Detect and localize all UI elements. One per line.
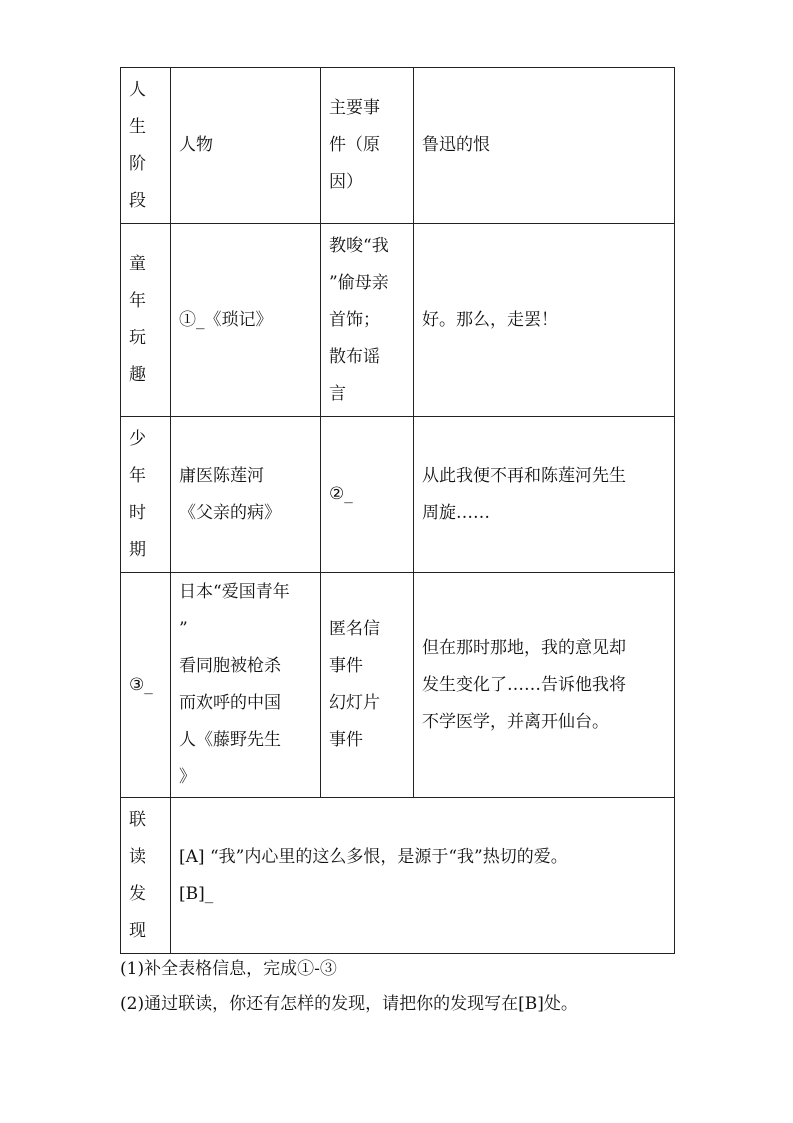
row3-event-cell: 匿名信 事件 幻灯片 事件	[321, 573, 414, 798]
table-row	[121, 573, 675, 798]
row2-stage-cell: 少 年 时 期	[121, 417, 171, 573]
table-row	[121, 417, 675, 573]
row3-stage-cell: ③_	[121, 573, 171, 798]
header-hate-cell: 鲁迅的恨	[414, 68, 675, 224]
header-event-cell: 主要事 件（原 因）	[321, 68, 414, 224]
summary-stage-cell: 联 读 发 现	[121, 798, 171, 954]
summary-row	[121, 798, 675, 954]
row2-person-cell: 庸医陈莲河 《父亲的病》	[171, 417, 321, 573]
header-stage-cell: 人 生 阶 段	[121, 68, 171, 224]
row1-event-cell: 教唆“我 ”偷母亲 首饰； 散布谣 言	[321, 224, 414, 417]
table-row	[121, 224, 675, 417]
row1-hate-cell: 好。那么，走罢！	[414, 224, 675, 417]
row3-person-cell: 日本“爱国青年 ” 看同胞被枪杀 而欢呼的中国 人《藤野先生 》	[171, 573, 321, 798]
table-header-row	[121, 68, 675, 224]
row2-event-cell: ②_	[321, 417, 414, 573]
reading-table	[120, 67, 675, 954]
header-person-cell: 人物	[171, 68, 321, 224]
row3-hate-cell: 但在那时那地，我的意见却 发生变化了……告诉他我将 不学医学，并离开仙台。	[414, 573, 675, 798]
row2-hate-cell: 从此我便不再和陈莲河先生 周旋……	[414, 417, 675, 573]
question-2: (2)通过联读，你还有怎样的发现，请把你的发现写在[B]处。	[120, 994, 578, 1014]
question-1: (1)补全表格信息，完成①-③	[120, 959, 337, 979]
summary-content-cell: [A] “我”内心里的这么多恨，是源于“我”热切的爱。 [B]_	[171, 798, 675, 954]
row1-stage-cell: 童 年 玩 趣	[121, 224, 171, 417]
row1-person-cell: ①_《琐记》	[171, 224, 321, 417]
